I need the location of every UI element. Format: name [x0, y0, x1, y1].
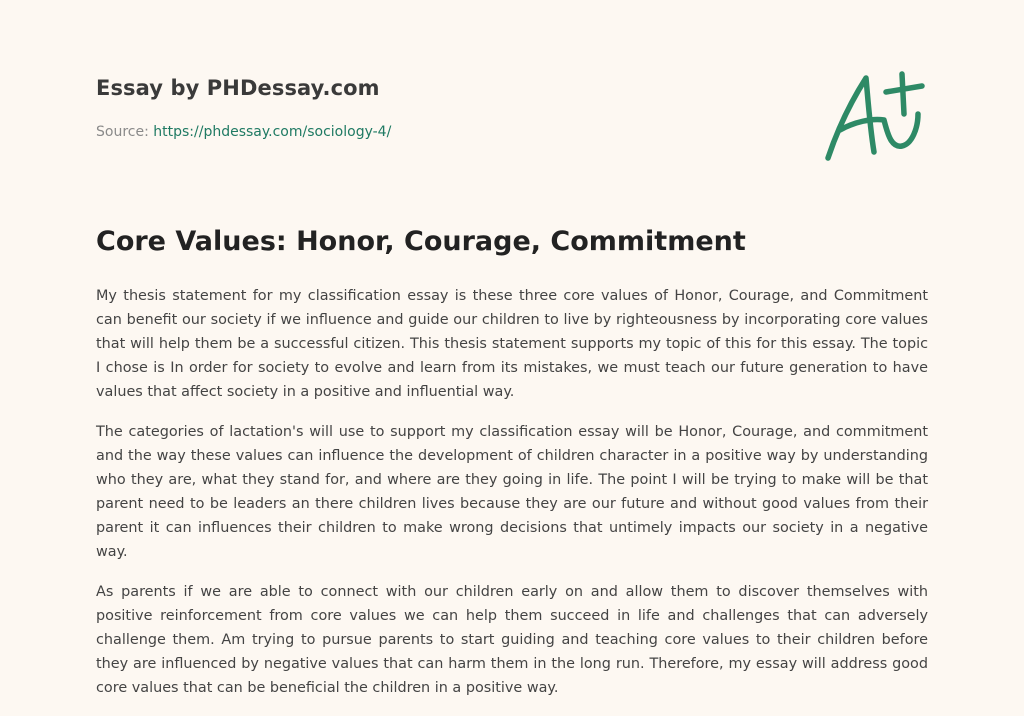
site-title: Essay by PHDessay.com [96, 76, 380, 100]
essay-paragraph: As parents if we are able to connect with our children early on and allow them to discover themselves with positive reinforcement from core values we can help them succeed in life and challenges that can adversely challenge them. Am trying to pursue parents to start guiding and teaching core values to their children before they are influenced by negative values that can harm them in the long run. Therefore, my essay will address good core values that can be beneficial the children in a positive way. [96, 584, 928, 696]
essay-title: Core Values: Honor, Courage, Commitment [96, 226, 746, 257]
a-plus-icon [822, 66, 932, 166]
essay-body [96, 284, 928, 716]
essay-paragraph: The categories of lactation's will use to support my classification essay will be Honor, Courage, and commitment and the way these values can influence the development of children character in a positive way by understanding who they are, what they stand for, and where are they going in life. The point I will be trying to make will be that parent need to be leaders an there children lives because they are our future and without good values from their parent it can influences their children to make wrong decisions that untimely impacts our society in a negative way. [96, 424, 928, 560]
source-link[interactable]: https://phdessay.com/sociology-4/ [153, 124, 392, 140]
source-line [96, 124, 391, 140]
essay-paragraph: My thesis statement for my classification essay is these three core values of Honor, Courage, and Commitment can benefit our society if we influence and guide our children to live by righteousness by incorporating core values that will help them be a successful citizen. This thesis statement supports my topic of this for this essay. The topic I chose is In order for society to evolve and learn from its mistakes, we must teach our future generation to have values that affect society in a positive and influential way. [96, 288, 928, 400]
source-label: Source: [96, 124, 149, 140]
